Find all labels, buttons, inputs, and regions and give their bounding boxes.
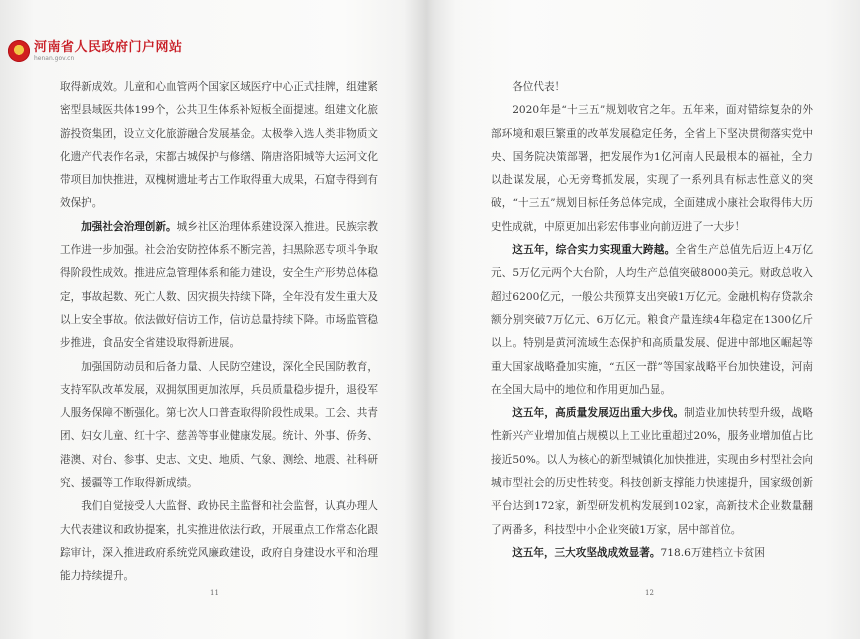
paragraph: 这五年，三大攻坚战成效显著。718.6万建档立卡贫困	[512, 546, 765, 559]
paragraph: 取得新成效。儿童和心血管两个国家区域医疗中心正式挂牌，组建紧密型县域医共体199个，公共卫生体系补短板全面提速。组建文化旅游投资集团，设立文化旅游融合发展基金。太极拳入选人类非物质文化遗产代表作名录，宋都古城保护与修缮、隋唐洛阳城等大运河文化带项目加快推进，双槐树遗址考古工作取得重大成果，石窟寺得到有效保护。	[60, 81, 378, 210]
paragraph: 这五年，高质量发展迈出重大步伐。制造业加快转型升级，战略性新兴产业增加值占规模以上工业比重超过20%，服务业增加值占比接近50%。以人为核心的新型城镇化加快推进，实现由乡村型社会向城市型社会的历史性转变。科技创新支撑能力快速提升，国家级创新平台达到172家，新型研发机构发展到102家，高新技术企业数量翻了两番多，科技型中小企业突破1万家，居中部首位。	[491, 407, 814, 536]
logo-url: henan.gov.cn	[34, 54, 75, 62]
paragraph-lead: 这五年，高质量发展迈出重大步伐。	[512, 407, 685, 420]
paragraph-lead: 这五年，综合实力实现重大跨越。	[512, 244, 676, 257]
page-number: 11	[210, 589, 219, 597]
paragraph-lead: 加强社会治理创新。	[81, 220, 177, 233]
paragraph: 加强社会治理创新。城乡社区治理体系建设深入推进。民族宗教工作进一步加强。社会治安防控体系不断完善，扫黑除恶专项斗争取得阶段性成效。推进应急管理体系和能力建设，安全生产形势总体稳定，事故起数、死亡人数、因灾损失持续下降，全年没有发生重大及以上安全事故。依法做好信访工作，信访总量持续下降。市场监管稳步推进，食品安全省建设取得新进展。	[60, 220, 378, 350]
paragraph: 2020年是“十三五”规划收官之年。五年来，面对错综复杂的外部环境和艰巨繁重的改革发展稳定任务，全省上下坚决贯彻落实党中央、国务院决策部署，把发展作为1亿河南人民最根本的福祉，全力以赴谋发展，心无旁骛抓发展，实现了一系列具有标志性意义的突破，“十三五”规划目标任务总体完成，全面建成小康社会取得伟大历史性成就，中原更加出彩宏伟事业向前迈进了一大步！	[491, 104, 813, 233]
left-page-body	[60, 76, 378, 589]
page-number: 12	[645, 589, 654, 597]
right-page-body	[491, 76, 813, 565]
paragraph: 这五年，综合实力实现重大跨越。全省生产总值先后迈上4万亿元、5万亿元两个大台阶，人均生产总值突破8000美元。财政总收入超过6200亿元，一般公共预算支出突破1万亿元。金融机构存贷款余额分别突破7万亿元、6万亿元。粮食产量连续4年稳定在1300亿斤以上。特别是黄河流域生态保护和高质量发展、促进中部地区崛起等重大国家战略叠加实施，“五区一群”等国家战略平台加快建设，河南在全国大局中的地位和作用更加凸显。	[491, 244, 813, 396]
site-logo[interactable]	[8, 40, 183, 62]
logo-title: 河南省人民政府门户网站	[34, 39, 183, 55]
paragraph: 加强国防动员和后备力量、人民防空建设，深化全民国防教育，支持军队改革发展，双拥氛围更加浓厚，兵员质量稳步提升，退役军人服务保障不断强化。第七次人口普查取得阶段性成果。工会、共青团、妇女儿童、红十字、慈善等事业健康发展。统计、外事、侨务、港澳、对台、参事、史志、文史、地质、气象、测绘、地震、社科研究、援疆等工作取得新成绩。	[60, 360, 378, 490]
national-emblem-icon	[8, 40, 30, 62]
paragraph: 各位代表！	[512, 81, 566, 93]
right-page	[430, 0, 860, 639]
paragraph: 我们自觉接受人大监督、政协民主监督和社会监督，认真办理人大代表建议和政协提案，扎实推进依法行政，开展重点工作常态化跟踪审计，深入推进政府系统党风廉政建设，政府自身建设水平和治理能力持续提升。	[60, 500, 378, 583]
paragraph-lead: 这五年，三大攻坚战成效显著。	[512, 546, 661, 559]
